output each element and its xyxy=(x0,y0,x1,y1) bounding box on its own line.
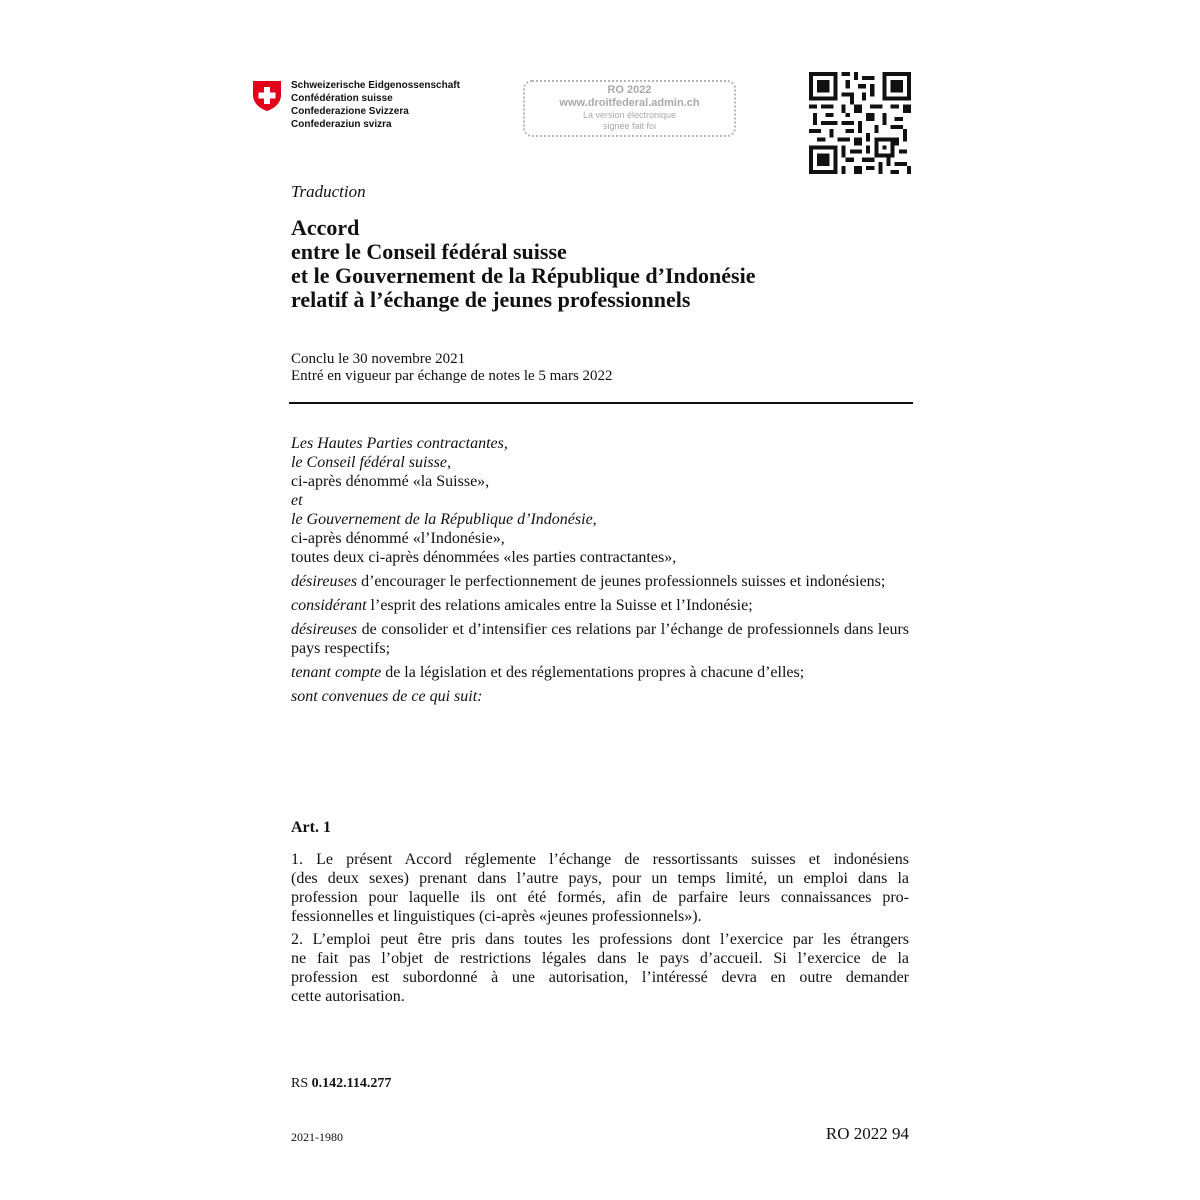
qr-code-icon xyxy=(809,72,911,174)
confederation-name-fr: Confédération suisse xyxy=(291,93,393,104)
recital-lead: désireuses xyxy=(291,621,358,638)
confederation-name-it: Confederazione Svizzera xyxy=(291,106,409,117)
article-line: fessionnelles et linguistiques (ci-après «jeunes professionnels»). xyxy=(291,908,702,925)
party-switzerland-alias: ci-après dénommé «la Suisse», xyxy=(291,473,490,490)
article-body xyxy=(291,850,909,1006)
recital xyxy=(291,663,909,682)
conjunction: et xyxy=(291,492,303,509)
in-force-date: Entré en vigueur par échange de notes le 5 mars 2022 xyxy=(291,368,613,384)
document-dates xyxy=(291,351,613,385)
article-line: ne fait pas l’objet de restrictions légales dans le pays d’accueil. Si l’exercice de la xyxy=(291,950,909,967)
article-line: cette autorisation. xyxy=(291,988,405,1005)
recital xyxy=(291,596,909,615)
article-line: 2. L’emploi peut être pris dans toutes les professions dont l’exercice par les étrangers xyxy=(291,931,909,948)
title-line: Accord xyxy=(291,215,360,240)
party-switzerland: le Conseil fédéral suisse, xyxy=(291,454,451,471)
parties-intro: Les Hautes Parties contractantes, xyxy=(291,435,508,452)
article-line: 1. Le présent Accord réglemente l’échange de ressortissants suisses et indonésiens xyxy=(291,851,909,868)
article-line: profession pour laquelle ils ont été formés, afin de parfaire leurs connaissances pro- xyxy=(291,889,909,906)
rs-prefix: RS xyxy=(291,1076,312,1091)
party-indonesia: le Gouvernement de la République d’Indonésie, xyxy=(291,511,597,528)
stamp-note-2: signée fait foi xyxy=(602,121,657,131)
recital-lead: désireuses xyxy=(291,573,358,590)
recital xyxy=(291,620,909,658)
confederation-name-de: Schweizerische Eidgenossenschaft xyxy=(291,80,460,91)
title-line: et le Gouvernement de la République d’Indonésie xyxy=(291,263,756,288)
recital-text: l’esprit des relations amicales entre la Suisse et l’Indonésie; xyxy=(366,597,753,614)
electronic-version-stamp xyxy=(523,80,736,137)
preamble-closing: sont convenues de ce qui suit: xyxy=(291,688,483,705)
title-line: relatif à l’échange de jeunes professionnels xyxy=(291,287,691,312)
parties-alias: toutes deux ci-après dénommées «les parties contractantes», xyxy=(291,549,677,566)
swiss-cross-icon xyxy=(252,80,282,112)
document-number: 2021-1980 xyxy=(291,1130,343,1144)
stamp-url: www.droitfederal.admin.ch xyxy=(559,97,700,109)
title-divider xyxy=(289,402,913,404)
party-indonesia-alias: ci-après dénommé «l’Indonésie», xyxy=(291,530,505,547)
rs-reference xyxy=(291,1076,391,1092)
recital-text: de consolider et d’intensifier ces relations par l’échange de professionnels dans leurs pays respectifs; xyxy=(291,621,909,657)
stamp-note-1: La version électronique xyxy=(582,110,677,120)
concluded-date: Conclu le 30 novembre 2021 xyxy=(291,351,466,367)
article-paragraph-1 xyxy=(291,850,909,926)
preamble xyxy=(291,434,909,706)
document-title xyxy=(291,216,755,312)
confederation-name-rm: Confederaziun svizra xyxy=(291,119,392,130)
article-line: (des deux sexes) prenant dans l’autre pays, pour un temps limité, un emploi dans la xyxy=(291,870,909,887)
rs-number: 0.142.114.277 xyxy=(311,1076,392,1091)
stamp-ro: RO 2022 xyxy=(607,84,652,96)
recital xyxy=(291,572,909,591)
recital-text: d’encourager le perfectionnement de jeunes professionnels suisses et indonésiens; xyxy=(357,573,886,590)
ro-reference: RO 2022 94 xyxy=(825,1124,909,1143)
translation-label: Traduction xyxy=(291,182,366,201)
article-paragraph-2 xyxy=(291,930,909,1006)
recital-lead: tenant compte xyxy=(291,664,382,681)
article-line: profession est subordonné à une autorisation, l’intéressé devra en outre demander xyxy=(291,969,909,986)
article-title: Art. 1 xyxy=(291,819,331,836)
confederation-names xyxy=(291,79,460,131)
recital-lead: considérant xyxy=(291,597,367,614)
title-line: entre le Conseil fédéral suisse xyxy=(291,239,567,264)
recital-text: de la législation et des réglementations propres à chacune d’elles; xyxy=(381,664,805,681)
